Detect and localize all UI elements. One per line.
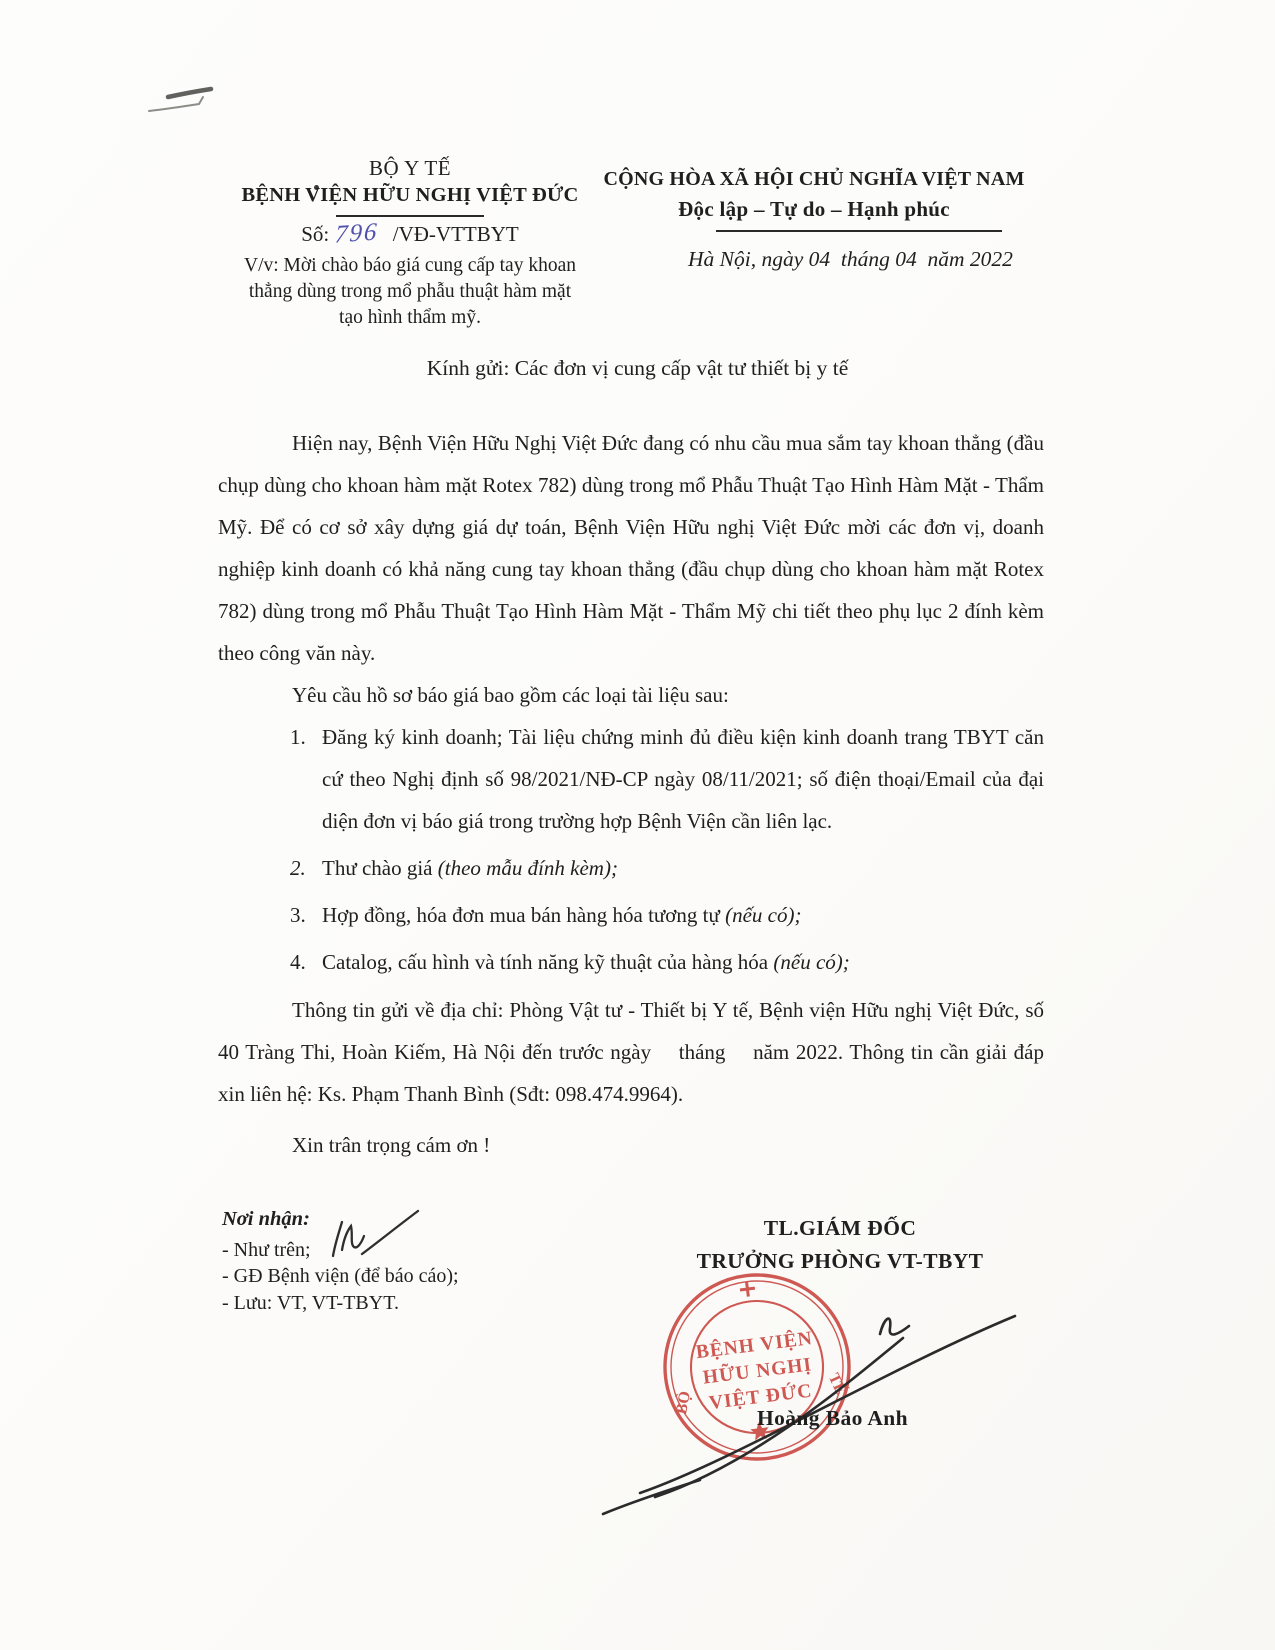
closing-line: Xin trân trọng cám ơn ! [292,1133,491,1157]
list-item-number: 4. [290,950,306,974]
paragraph-1: Hiện nay, Bệnh Viện Hữu Nghị Việt Đức đang có nhu cầu mua sắm tay khoan thẳng (đầu chụp dùng cho khoan hàm mặt Rotex 782) dùng trong mổ Phẫu Thuật Tạo Hình Hàm Mặt - Thẩm Mỹ. Để có cơ sở xây dựng giá dự toán, Bệnh Viện Hữu nghị Việt Đức mời các đơn vị, doanh nghiệp kinh doanh có khả năng cung tay khoan thẳng (đầu chụp dùng cho khoan hàm mặt Rotex 782) dùng trong mổ Phẫu Thuật Tạo Hình Hàm Mặt - Thẩm Mỹ chi tiết theo phụ lục 2 đính kèm theo công văn này. [218,431,1044,665]
list-item-italic-note: (nếu có); [773,950,850,974]
signer-name: Hoàng Bảo Anh [757,1406,908,1430]
date-line: Hà Nội, ngày 04 tháng 04 năm 2022 [688,247,1013,271]
stamp-text-line1: BỆNH VIỆN [694,1328,814,1364]
recipient-line: - Như trên; [222,1238,311,1261]
list-item-number: 2. [290,856,306,880]
paragraph-2: Yêu cầu hồ sơ báo giá bao gồm các loại tài liệu sau: [292,683,729,707]
signature-subtitle: TRƯỞNG PHÒNG VT-TBYT [696,1249,984,1273]
handwritten-number: 796 [334,218,380,249]
national-header [596,168,1032,272]
list-item-text: Đăng ký kinh doanh; Tài liệu chứng minh đủ điều kiện kinh doanh trang TBYT căn cứ theo Nghị định số 98/2021/NĐ-CP ngày 08/11/2021; số điện thoại/Email của đại diện đơn vị báo giá trong trường hợp Bệnh Viện cần liên lạc. [322,725,1044,833]
stamp-text-line2: HỮU NGHỊ [701,1354,814,1389]
list-item-text: Catalog, cấu hình và tính năng kỹ thuật của hàng hóa [322,950,774,974]
list-item-text: Thư chào giá [322,856,438,880]
list-item-text: Hợp đồng, hóa đơn mua bán hàng hóa tương tự [322,903,726,927]
issuer-header [226,156,594,331]
stamp-text-line3: VIỆT ĐỨC [707,1380,814,1415]
document-body [218,422,1044,1166]
list-item-number: 1. [290,725,306,749]
motto-divider [716,230,1002,232]
number-prefix: Số: [301,222,330,246]
signature-title: TL.GIÁM ĐỐC [763,1216,917,1240]
national-motto: Độc lập – Tự do – Hạnh phúc [678,197,950,221]
document-number [226,220,594,248]
paperclip-scan-artifact [140,82,235,124]
salutation: Kính gửi: Các đơn vị cung cấp vật tư thiết bị y tế [426,356,849,380]
national-title: CỘNG HÒA XÃ HỘI CHỦ NGHĨA VIỆT NAM [603,168,1025,190]
document-subject: V/v: Mời chào báo giá cung cấp tay khoan thẳng dùng trong mổ phẫu thuật hàm mặt tạo hình thẩm mỹ. [244,255,576,328]
paragraph-3: Thông tin gửi về địa chỉ: Phòng Vật tư - Thiết bị Y tế, Bệnh viện Hữu nghị Việt Đức, số 40 Tràng Thi, Hoàn Kiếm, Hà Nội đến trước ngày tháng năm 2022. Thông tin cần giải đáp xin liên hệ: Ks. Phạm Thanh Bình (Sđt: 098.474.9964). [218,998,1044,1106]
list-item [290,894,1044,936]
recipient-line: - Lưu: VT, VT-TBYT. [222,1291,399,1314]
number-suffix: /VĐ-VTTBYT [392,222,519,246]
list-item-italic-note: (nếu có); [725,903,802,927]
requirement-list [290,716,1044,983]
list-item-italic-note: (theo mẫu đính kèm); [437,856,618,880]
list-item [290,941,1044,983]
stamp-rim-right: TẾ [824,1370,850,1398]
handwritten-initials [316,1204,428,1266]
ministry-name: BỘ Y TẾ [368,156,452,180]
signature-block [636,1216,1044,1274]
stamp-rim-left: BỘ [672,1389,695,1416]
recipient-line: - GĐ Bệnh viện (để báo cáo); [222,1265,459,1287]
list-item [290,716,1044,842]
list-item [290,847,1044,889]
header-divider [336,215,484,217]
recipients-title: Nơi nhận: [222,1208,310,1230]
list-item-number: 3. [290,903,306,927]
hospital-name: BỆNH VIỆN HỮU NGHỊ VIỆT ĐỨC [241,184,579,206]
